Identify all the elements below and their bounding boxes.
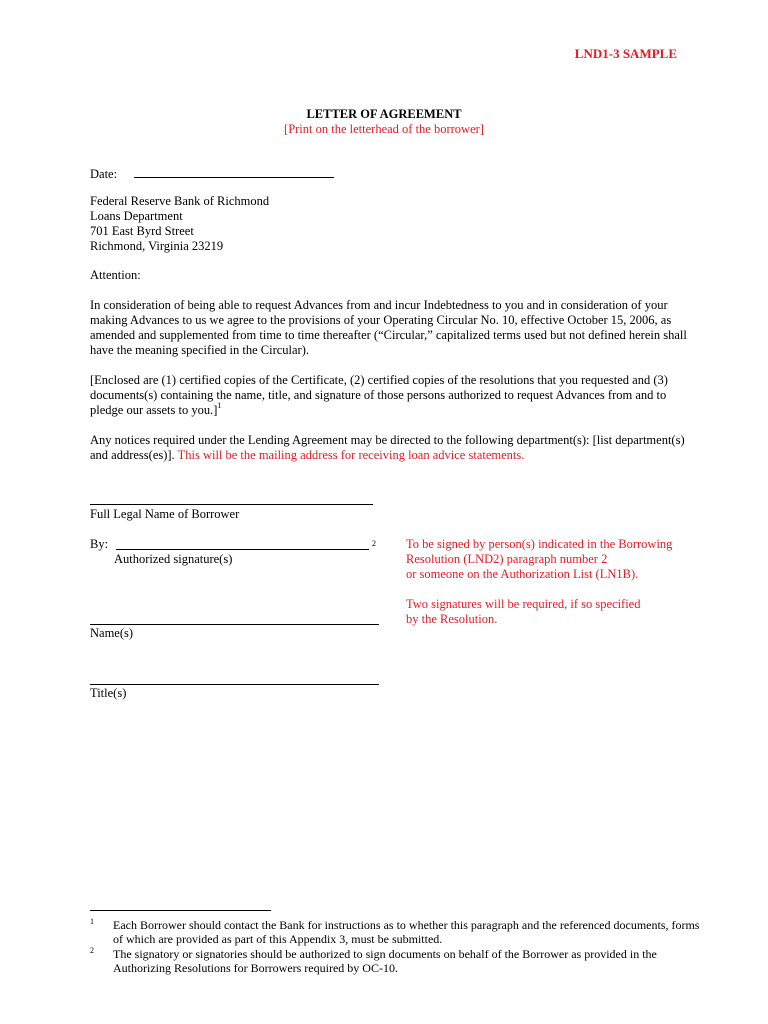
body-paragraph-1: In consideration of being able to request Advances from and incur Indebtedness to you and in consideration of your making Advances to us we agree to the provisions of your Operating Circular No. 10, effective October 15, 2006, as amended and supplemented from time to time thereafter (“Circular,” capitalized terms used but not defined herein shall have the meaning specified in the Circular). xyxy=(90,298,687,357)
document-subtitle: [Print on the letterhead of the borrower] xyxy=(284,122,484,136)
name-label: Name(s) xyxy=(90,626,134,640)
authorized-signature-label: Authorized signature(s) xyxy=(114,552,233,566)
addressee-line: Federal Reserve Bank of Richmond xyxy=(90,194,270,208)
footnote-mark: 1 xyxy=(90,917,94,926)
signer-instructions xyxy=(406,537,672,582)
title-label: Title(s) xyxy=(90,686,127,700)
by-label: By: xyxy=(90,537,109,551)
footnote-2 xyxy=(90,947,700,975)
body-paragraph-3-text: Any notices required under the Lending Agreement may be directed to the following department(s): [list department(s) and address(es)]. xyxy=(90,433,685,462)
footnote-mark: 2 xyxy=(90,946,94,955)
footnote-ref-2: 2 xyxy=(372,539,376,548)
mailing-address-note: This will be the mailing address for receiving loan advice statements. xyxy=(177,448,525,462)
addressee-line: 701 East Byrd Street xyxy=(90,224,194,238)
body-paragraph-2-text: [Enclosed are (1) certified copies of the Certificate, (2) certified copies of the resolutions that you requested and (3) documents(s) containing the name, title, and signature of those persons authorized to request Advances from and to pledge our assets to you.] xyxy=(90,373,668,417)
body-paragraph-2 xyxy=(90,373,690,418)
borrower-name-label: Full Legal Name of Borrower xyxy=(90,507,240,521)
signature-line[interactable] xyxy=(116,549,369,550)
borrower-name-line[interactable] xyxy=(90,504,373,505)
two-signatures-note xyxy=(406,597,640,627)
date-line xyxy=(90,166,334,182)
footnote-1 xyxy=(90,918,700,946)
footnote-separator xyxy=(90,910,271,911)
addressee-block xyxy=(90,194,269,254)
name-line[interactable] xyxy=(90,624,379,625)
two-signatures-line: Two signatures will be required, if so specified xyxy=(406,597,641,611)
signer-note-line: To be signed by person(s) indicated in the Borrowing xyxy=(406,537,673,551)
document-title: LETTER OF AGREEMENT xyxy=(306,107,462,121)
body-paragraph-3 xyxy=(90,433,690,463)
title-block xyxy=(0,107,768,137)
attention-label: Attention: xyxy=(90,268,141,282)
date-label: Date: xyxy=(90,167,118,181)
footnote-text: The signatory or signatories should be authorized to sign documents on behalf of the Borrower as provided in the Authorizing Resolutions for Borrowers required by OC-10. xyxy=(113,947,657,975)
signer-note-line: or someone on the Authorization List (LN1B). xyxy=(406,567,639,581)
sample-label: LND1-3 SAMPLE xyxy=(574,46,677,61)
addressee-line: Loans Department xyxy=(90,209,183,223)
two-signatures-line: by the Resolution. xyxy=(406,612,498,626)
footnote-text: Each Borrower should contact the Bank for instructions as to whether this paragraph and the referenced documents, forms of which are provided as part of this Appendix 3, must be submitted. xyxy=(113,918,700,946)
footnote-ref-1: 1 xyxy=(217,401,222,410)
signer-note-line: Resolution (LND2) paragraph number 2 xyxy=(406,552,608,566)
addressee-line: Richmond, Virginia 23219 xyxy=(90,239,224,253)
date-field[interactable] xyxy=(134,166,334,178)
title-line[interactable] xyxy=(90,684,379,685)
